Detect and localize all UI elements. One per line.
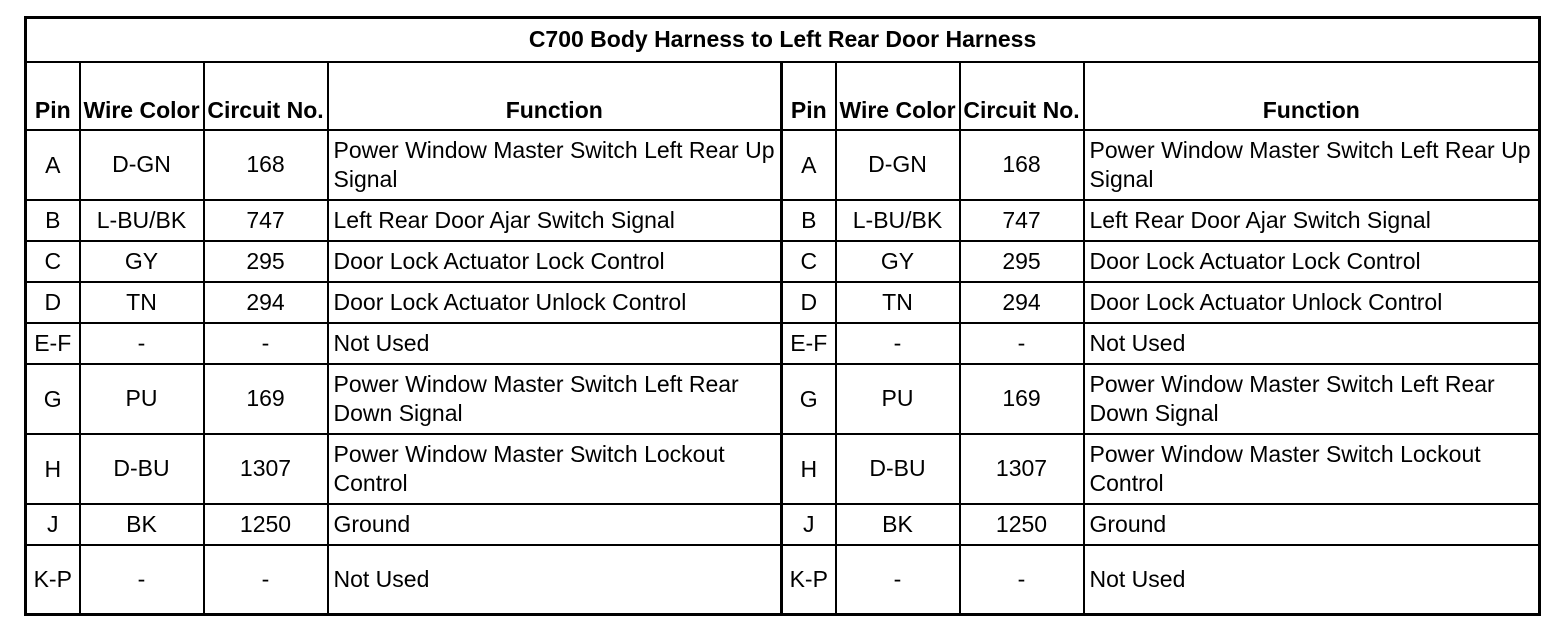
pin-cell: H: [782, 434, 836, 504]
pin-cell: B: [782, 200, 836, 241]
table-row: [26, 241, 1540, 282]
header-pin: Pin: [782, 62, 836, 130]
pin-cell: C: [26, 241, 80, 282]
circuit-cell: 295: [204, 241, 328, 282]
circuit-cell: 294: [960, 282, 1084, 323]
function-cell: Not Used: [328, 545, 782, 615]
table-row: [26, 200, 1540, 241]
table-row: [26, 545, 1540, 615]
circuit-cell: 169: [204, 364, 328, 434]
circuit-cell: -: [204, 545, 328, 615]
table-row: [26, 364, 1540, 434]
wire-color-cell: PU: [836, 364, 960, 434]
function-cell: Door Lock Actuator Lock Control: [328, 241, 782, 282]
table-row: [26, 130, 1540, 200]
circuit-cell: 294: [204, 282, 328, 323]
table-row: [26, 434, 1540, 504]
pin-cell: B: [26, 200, 80, 241]
header-circuit-no: Circuit No.: [960, 62, 1084, 130]
function-cell: Power Window Master Switch Left Rear Down Signal: [328, 364, 782, 434]
pin-cell: C: [782, 241, 836, 282]
function-cell: Door Lock Actuator Unlock Control: [328, 282, 782, 323]
function-cell: Power Window Master Switch Left Rear Down Signal: [1084, 364, 1540, 434]
wire-color-cell: D-BU: [80, 434, 204, 504]
connector-pinout-table: [24, 16, 1541, 616]
function-cell: Power Window Master Switch Lockout Control: [328, 434, 782, 504]
wire-color-cell: D-GN: [836, 130, 960, 200]
wire-color-cell: GY: [836, 241, 960, 282]
circuit-cell: 169: [960, 364, 1084, 434]
circuit-cell: 1250: [204, 504, 328, 545]
wire-color-cell: L-BU/BK: [836, 200, 960, 241]
circuit-cell: 747: [204, 200, 328, 241]
function-cell: Not Used: [1084, 545, 1540, 615]
pin-cell: K-P: [26, 545, 80, 615]
function-cell: Power Window Master Switch Left Rear Up Signal: [1084, 130, 1540, 200]
wire-color-cell: PU: [80, 364, 204, 434]
table-row: [26, 504, 1540, 545]
header-function: Function: [328, 62, 782, 130]
pin-cell: E-F: [782, 323, 836, 364]
pin-cell: D: [26, 282, 80, 323]
header-wire-color: Wire Color: [80, 62, 204, 130]
pin-cell: A: [782, 130, 836, 200]
function-cell: Ground: [1084, 504, 1540, 545]
circuit-cell: 1307: [204, 434, 328, 504]
circuit-cell: 747: [960, 200, 1084, 241]
wire-color-cell: -: [836, 545, 960, 615]
table-title: C700 Body Harness to Left Rear Door Harness: [26, 18, 1540, 62]
wire-color-cell: GY: [80, 241, 204, 282]
circuit-cell: -: [204, 323, 328, 364]
pin-cell: K-P: [782, 545, 836, 615]
table-header-row: [26, 62, 1540, 130]
wire-color-cell: L-BU/BK: [80, 200, 204, 241]
wire-color-cell: TN: [836, 282, 960, 323]
function-cell: Not Used: [328, 323, 782, 364]
wire-color-cell: -: [80, 545, 204, 615]
header-wire-color: Wire Color: [836, 62, 960, 130]
wire-color-cell: -: [80, 323, 204, 364]
wire-color-cell: D-BU: [836, 434, 960, 504]
pin-cell: E-F: [26, 323, 80, 364]
wire-color-cell: TN: [80, 282, 204, 323]
table-body: [26, 18, 1540, 615]
wire-color-cell: -: [836, 323, 960, 364]
wire-color-cell: BK: [80, 504, 204, 545]
circuit-cell: 1307: [960, 434, 1084, 504]
pin-cell: H: [26, 434, 80, 504]
function-cell: Left Rear Door Ajar Switch Signal: [1084, 200, 1540, 241]
header-function: Function: [1084, 62, 1540, 130]
function-cell: Left Rear Door Ajar Switch Signal: [328, 200, 782, 241]
table-title-row: [26, 18, 1540, 62]
pin-cell: D: [782, 282, 836, 323]
function-cell: Not Used: [1084, 323, 1540, 364]
table-row: [26, 323, 1540, 364]
function-cell: Door Lock Actuator Unlock Control: [1084, 282, 1540, 323]
pin-cell: A: [26, 130, 80, 200]
pin-cell: G: [782, 364, 836, 434]
circuit-cell: 168: [960, 130, 1084, 200]
circuit-cell: 295: [960, 241, 1084, 282]
pin-cell: G: [26, 364, 80, 434]
function-cell: Door Lock Actuator Lock Control: [1084, 241, 1540, 282]
pin-cell: J: [782, 504, 836, 545]
table-row: [26, 282, 1540, 323]
function-cell: Power Window Master Switch Left Rear Up Signal: [328, 130, 782, 200]
pin-cell: J: [26, 504, 80, 545]
header-pin: Pin: [26, 62, 80, 130]
circuit-cell: -: [960, 545, 1084, 615]
circuit-cell: 168: [204, 130, 328, 200]
wire-color-cell: D-GN: [80, 130, 204, 200]
header-circuit-no: Circuit No.: [204, 62, 328, 130]
function-cell: Ground: [328, 504, 782, 545]
wire-color-cell: BK: [836, 504, 960, 545]
circuit-cell: -: [960, 323, 1084, 364]
function-cell: Power Window Master Switch Lockout Control: [1084, 434, 1540, 504]
circuit-cell: 1250: [960, 504, 1084, 545]
